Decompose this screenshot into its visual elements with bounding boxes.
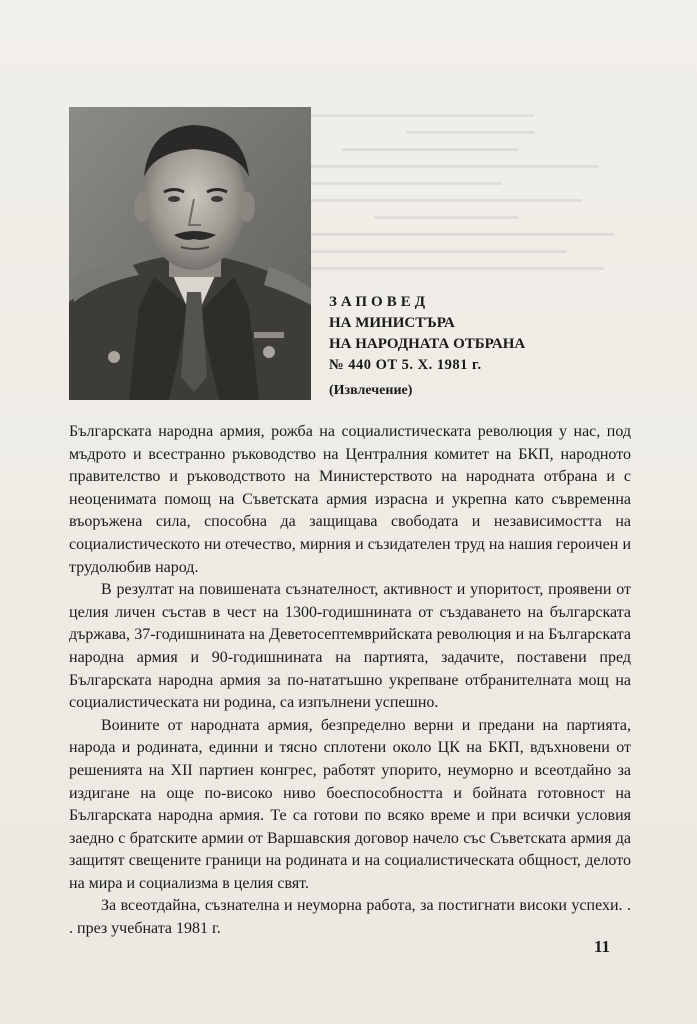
- heading-title: ЗАПОВЕД: [329, 294, 430, 310]
- portrait-photo: [69, 107, 311, 400]
- order-heading: [329, 292, 589, 401]
- page-number: 11: [594, 937, 611, 956]
- heading-extract-note: (Извлечение): [329, 383, 413, 398]
- heading-ministry: НА НАРОДНАТА ОТБРАНА: [329, 336, 526, 352]
- paragraph-4: За всеотдайна, съзнателна и неуморна работа, за постигнати високи успехи. . . през учебната 1981 г.: [69, 897, 631, 938]
- heading-order-number: № 440 ОТ 5. Х. 1981 г.: [329, 357, 482, 373]
- order-body: [69, 421, 631, 941]
- heading-minister: НА МИНИСТЪРА: [329, 315, 455, 331]
- paragraph-1: Българската народна армия, рожба на социалистическата революция у нас, под мъдрото и всестранно ръководство на Централния комитет на БКП, народното правителство и ръководството на Министерството на народната отбрана и с неоценимата помощ на Съветската армия израсна и укрепна като съвременна въоръжена сила, способна да защищава свободата и независимостта на социалистическото ни отечество, мирния и съзидателен труд на нашия героичен и трудолюбив народ.: [69, 423, 631, 576]
- paragraph-2: В резултат на повишената съзнателност, активност и упоритост, проявени от целия личен състав в чест на 1300-годишнината от създаването на българската държава, 37-годишнината на Деветосептемврийската революция и на Българската народна армия и 90-годишнината на партията, задачите, поставени пред Българската народна армия за по-нататъшно укрепване отбранителната мощ на социалистическата ни родина, са изпълнени успешно.: [69, 581, 631, 712]
- paragraph-3: Воините от народната армия, безпределно верни и предани на партията, народа и родината, единни и тясно сплотени около ЦК на БКП, вдъхновени от решенията на XII партиен конгрес, работят упорито, неуморно и всеотдайно за издигане на още по-високо ниво боеспособността и бойната готовност на Българската народна армия. Те са готови по всяко време и при всички условия заедно с братските армии от Варшавския договор начело със Съветската армия да защитят свещените граници на родината и на социалистическата общност, делото на мира и социализма в целия свят.: [69, 716, 631, 892]
